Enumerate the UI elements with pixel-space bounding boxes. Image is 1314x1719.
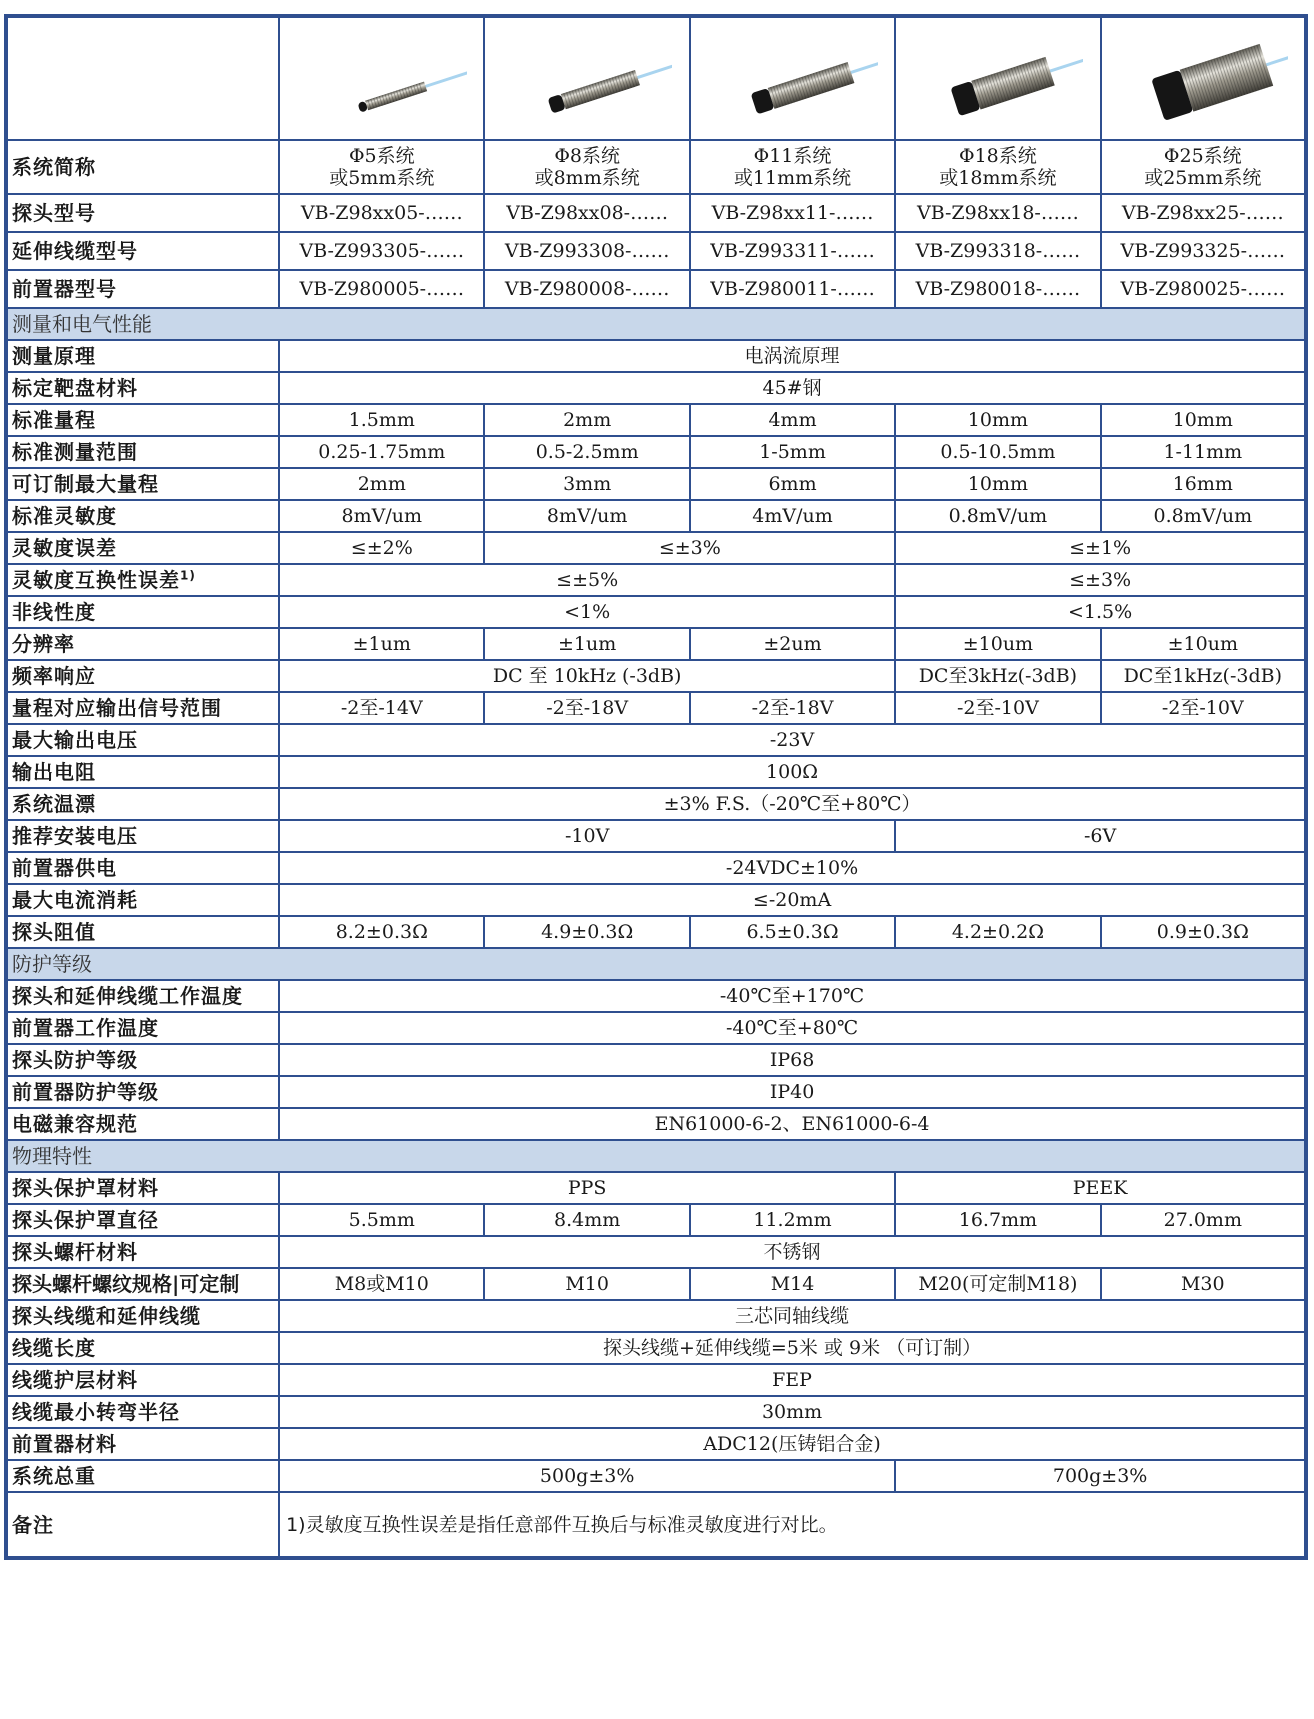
jacket-value: FEP: [279, 1364, 1306, 1396]
temp-drift-label: 系统温漂: [6, 788, 279, 820]
output-resistance-label: 输出电阻: [6, 756, 279, 788]
probe-25mm-cell: [1101, 16, 1306, 140]
probe-model-value: VB-Z98xx08-……: [484, 194, 689, 232]
probe-8mm-cell: [484, 16, 689, 140]
probe-ip-label: 探头防护等级: [6, 1044, 279, 1076]
system-name-value: Φ11系统 或11mm系统: [690, 140, 895, 194]
row-preamp-temp: [6, 1012, 1306, 1044]
cover-diameter-value: 16.7mm: [895, 1204, 1100, 1236]
row-install-voltage: [6, 820, 1306, 852]
cover-diameter-value: 27.0mm: [1101, 1204, 1306, 1236]
row-thread: [6, 1268, 1306, 1300]
preamp-model-value: VB-Z980018-……: [895, 270, 1100, 308]
cable-length-label: 线缆长度: [6, 1332, 279, 1364]
footnote-mark: 1): [180, 568, 196, 583]
output-range-value: -2至-10V: [895, 692, 1100, 724]
probe-model-label: 探头型号: [6, 194, 279, 232]
row-jacket: [6, 1364, 1306, 1396]
measure-range-value: 1-11mm: [1101, 436, 1306, 468]
impedance-value: 0.9±0.3Ω: [1101, 916, 1306, 948]
row-note: [6, 1492, 1306, 1558]
cable-model-label: 延伸线缆型号: [6, 232, 279, 270]
weight-label: 系统总重: [6, 1460, 279, 1492]
max-range-value: 6mm: [690, 468, 895, 500]
row-preamp-material: [6, 1428, 1306, 1460]
section-physical: [6, 1140, 1306, 1172]
probe-model-value: VB-Z98xx05-……: [279, 194, 484, 232]
spec-sheet: [4, 14, 1308, 1560]
current-value: ≤-20mA: [279, 884, 1306, 916]
cover-diameter-value: 8.4mm: [484, 1204, 689, 1236]
cable-model-value: VB-Z993311-……: [690, 232, 895, 270]
sens-error-value: ≤±1%: [895, 532, 1306, 564]
row-frequency: [6, 660, 1306, 692]
max-range-value: 10mm: [895, 468, 1100, 500]
preamp-material-value: ADC12(压铸铝合金): [279, 1428, 1306, 1460]
interchange-value: ≤±3%: [895, 564, 1306, 596]
emc-label: 电磁兼容规范: [6, 1108, 279, 1140]
cable-model-value: VB-Z993305-……: [279, 232, 484, 270]
thread-value: M20(可定制M18): [895, 1268, 1100, 1300]
impedance-value: 4.9±0.3Ω: [484, 916, 689, 948]
frequency-value: DC至3kHz(-3dB): [895, 660, 1100, 692]
system-name-value: Φ8系统 或8mm系统: [484, 140, 689, 194]
range-value: 10mm: [1101, 404, 1306, 436]
preamp-temp-label: 前置器工作温度: [6, 1012, 279, 1044]
row-output-range: [6, 692, 1306, 724]
row-probe-temp: [6, 980, 1306, 1012]
row-cable-length: [6, 1332, 1306, 1364]
probe-18mm-image: [913, 24, 1083, 134]
row-probe-model: [6, 194, 1306, 232]
sensitivity-value: 8mV/um: [279, 500, 484, 532]
install-voltage-label: 推荐安装电压: [6, 820, 279, 852]
probe-11mm-image: [708, 24, 878, 134]
sensitivity-value: 4mV/um: [690, 500, 895, 532]
output-range-value: -2至-18V: [484, 692, 689, 724]
preamp-model-value: VB-Z980011-……: [690, 270, 895, 308]
range-value: 4mm: [690, 404, 895, 436]
sens-error-value: ≤±3%: [484, 532, 895, 564]
system-name-value: Φ18系统 或18mm系统: [895, 140, 1100, 194]
note-label: 备注: [6, 1492, 279, 1558]
bend-radius-value: 30mm: [279, 1396, 1306, 1428]
section-electrical: [6, 308, 1306, 340]
measure-range-label: 标准测量范围: [6, 436, 279, 468]
probe-8mm-image: [502, 24, 672, 134]
screw-material-value: 不锈钢: [279, 1236, 1306, 1268]
measure-range-value: 0.5-10.5mm: [895, 436, 1100, 468]
impedance-value: 8.2±0.3Ω: [279, 916, 484, 948]
nonlinearity-label: 非线性度: [6, 596, 279, 628]
resolution-label: 分辨率: [6, 628, 279, 660]
sens-error-value: ≤±2%: [279, 532, 484, 564]
screw-material-label: 探头螺杆材料: [6, 1236, 279, 1268]
sens-error-label: 灵敏度误差: [6, 532, 279, 564]
note-value: 1)灵敏度互换性误差是指任意部件互换后与标准灵敏度进行对比。: [279, 1492, 1306, 1558]
row-output-resistance: [6, 756, 1306, 788]
row-sensitivity: [6, 500, 1306, 532]
row-weight: [6, 1460, 1306, 1492]
probe-18mm-cell: [895, 16, 1100, 140]
range-value: 2mm: [484, 404, 689, 436]
sensitivity-label: 标准灵敏度: [6, 500, 279, 532]
cable-type-value: 三芯同轴线缆: [279, 1300, 1306, 1332]
preamp-model-label: 前置器型号: [6, 270, 279, 308]
resolution-value: ±1um: [484, 628, 689, 660]
row-supply: [6, 852, 1306, 884]
row-principle: [6, 340, 1306, 372]
spec-table: [4, 14, 1308, 1560]
frequency-label: 频率响应: [6, 660, 279, 692]
impedance-value: 4.2±0.2Ω: [895, 916, 1100, 948]
row-max-range: [6, 468, 1306, 500]
cover-material-label: 探头保护罩材料: [6, 1172, 279, 1204]
measure-range-value: 0.25-1.75mm: [279, 436, 484, 468]
row-max-output: [6, 724, 1306, 756]
row-cable-type: [6, 1300, 1306, 1332]
row-screw-material: [6, 1236, 1306, 1268]
row-resolution: [6, 628, 1306, 660]
probe-model-value: VB-Z98xx11-……: [690, 194, 895, 232]
sensitivity-value: 0.8mV/um: [1101, 500, 1306, 532]
row-sens-error: [6, 532, 1306, 564]
cable-model-value: VB-Z993318-……: [895, 232, 1100, 270]
row-temp-drift: [6, 788, 1306, 820]
output-resistance-value: 100Ω: [279, 756, 1306, 788]
probe-25mm-image: [1118, 24, 1288, 134]
probe-ip-value: IP68: [279, 1044, 1306, 1076]
cover-diameter-value: 11.2mm: [690, 1204, 895, 1236]
cover-diameter-label: 探头保护罩直径: [6, 1204, 279, 1236]
preamp-ip-value: IP40: [279, 1076, 1306, 1108]
preamp-ip-label: 前置器防护等级: [6, 1076, 279, 1108]
sensitivity-value: 8mV/um: [484, 500, 689, 532]
row-nonlinearity: [6, 596, 1306, 628]
supply-label: 前置器供电: [6, 852, 279, 884]
resolution-value: ±10um: [1101, 628, 1306, 660]
interchange-value: ≤±5%: [279, 564, 895, 596]
section-title: 物理特性: [6, 1140, 1306, 1172]
cover-material-value: PEEK: [895, 1172, 1306, 1204]
header-empty-cell: [6, 16, 279, 140]
row-bend-radius: [6, 1396, 1306, 1428]
interchange-label: 灵敏度互换性误差$^{1)}$: [6, 564, 279, 596]
max-range-label: 可订制最大量程: [6, 468, 279, 500]
row-emc: [6, 1108, 1306, 1140]
max-range-value: 2mm: [279, 468, 484, 500]
max-output-label: 最大输出电压: [6, 724, 279, 756]
probe-model-value: VB-Z98xx18-……: [895, 194, 1100, 232]
section-title: 测量和电气性能: [6, 308, 1306, 340]
impedance-label: 探头阻值: [6, 916, 279, 948]
preamp-temp-value: -40℃至+80℃: [279, 1012, 1306, 1044]
cable-model-value: VB-Z993308-……: [484, 232, 689, 270]
thread-value: M10: [484, 1268, 689, 1300]
row-preamp-ip: [6, 1076, 1306, 1108]
probe-5mm-image: [297, 24, 467, 134]
row-measure-range: [6, 436, 1306, 468]
probe-model-value: VB-Z98xx25-……: [1101, 194, 1306, 232]
cable-length-value: 探头线缆+延伸线缆=5米 或 9米 （可订制）: [279, 1332, 1306, 1364]
nonlinearity-value: <1.5%: [895, 596, 1306, 628]
emc-value: EN61000-6-2、EN61000-6-4: [279, 1108, 1306, 1140]
weight-value: 500g±3%: [279, 1460, 895, 1492]
system-name-value: Φ5系统 或5mm系统: [279, 140, 484, 194]
range-value: 10mm: [895, 404, 1100, 436]
resolution-value: ±1um: [279, 628, 484, 660]
range-value: 1.5mm: [279, 404, 484, 436]
impedance-value: 6.5±0.3Ω: [690, 916, 895, 948]
output-range-value: -2至-14V: [279, 692, 484, 724]
cable-model-value: VB-Z993325-……: [1101, 232, 1306, 270]
frequency-value: DC至1kHz(-3dB): [1101, 660, 1306, 692]
row-system-name: [6, 140, 1306, 194]
target-value: 45#钢: [279, 372, 1306, 404]
probe-5mm-cell: [279, 16, 484, 140]
current-label: 最大电流消耗: [6, 884, 279, 916]
measure-range-value: 0.5-2.5mm: [484, 436, 689, 468]
principle-label: 测量原理: [6, 340, 279, 372]
probe-11mm-cell: [690, 16, 895, 140]
bend-radius-label: 线缆最小转弯半径: [6, 1396, 279, 1428]
row-preamp-model: [6, 270, 1306, 308]
max-range-value: 3mm: [484, 468, 689, 500]
target-label: 标定靶盘材料: [6, 372, 279, 404]
cover-diameter-value: 5.5mm: [279, 1204, 484, 1236]
sensitivity-value: 0.8mV/um: [895, 500, 1100, 532]
row-cover-diameter: [6, 1204, 1306, 1236]
frequency-value: DC 至 10kHz (-3dB): [279, 660, 895, 692]
system-name-label: 系统简称: [6, 140, 279, 194]
probe-temp-label: 探头和延伸线缆工作温度: [6, 980, 279, 1012]
section-title: 防护等级: [6, 948, 1306, 980]
section-protection: [6, 948, 1306, 980]
resolution-value: ±10um: [895, 628, 1100, 660]
image-row: [6, 16, 1306, 140]
thread-value: M30: [1101, 1268, 1306, 1300]
output-range-value: -2至-18V: [690, 692, 895, 724]
row-current: [6, 884, 1306, 916]
weight-value: 700g±3%: [895, 1460, 1306, 1492]
nonlinearity-value: <1%: [279, 596, 895, 628]
temp-drift-value: ±3% F.S.（-20℃至+80℃）: [279, 788, 1306, 820]
row-impedance: [6, 916, 1306, 948]
preamp-model-value: VB-Z980008-……: [484, 270, 689, 308]
resolution-value: ±2um: [690, 628, 895, 660]
preamp-model-value: VB-Z980005-……: [279, 270, 484, 308]
cable-type-label: 探头线缆和延伸线缆: [6, 1300, 279, 1332]
cover-material-value: PPS: [279, 1172, 895, 1204]
principle-value: 电涡流原理: [279, 340, 1306, 372]
row-cable-model: [6, 232, 1306, 270]
thread-value: M14: [690, 1268, 895, 1300]
row-interchange: [6, 564, 1306, 596]
system-name-value: Φ25系统 或25mm系统: [1101, 140, 1306, 194]
jacket-label: 线缆护层材料: [6, 1364, 279, 1396]
install-voltage-value: -10V: [279, 820, 895, 852]
preamp-material-label: 前置器材料: [6, 1428, 279, 1460]
max-output-value: -23V: [279, 724, 1306, 756]
measure-range-value: 1-5mm: [690, 436, 895, 468]
preamp-model-value: VB-Z980025-……: [1101, 270, 1306, 308]
thread-label: 探头螺杆螺纹规格|可定制: [6, 1268, 279, 1300]
row-probe-ip: [6, 1044, 1306, 1076]
output-range-value: -2至-10V: [1101, 692, 1306, 724]
output-range-label: 量程对应输出信号范围: [6, 692, 279, 724]
row-cover-material: [6, 1172, 1306, 1204]
range-label: 标准量程: [6, 404, 279, 436]
supply-value: -24VDC±10%: [279, 852, 1306, 884]
thread-value: M8或M10: [279, 1268, 484, 1300]
row-range: [6, 404, 1306, 436]
row-target: [6, 372, 1306, 404]
install-voltage-value: -6V: [895, 820, 1306, 852]
probe-temp-value: -40℃至+170℃: [279, 980, 1306, 1012]
max-range-value: 16mm: [1101, 468, 1306, 500]
